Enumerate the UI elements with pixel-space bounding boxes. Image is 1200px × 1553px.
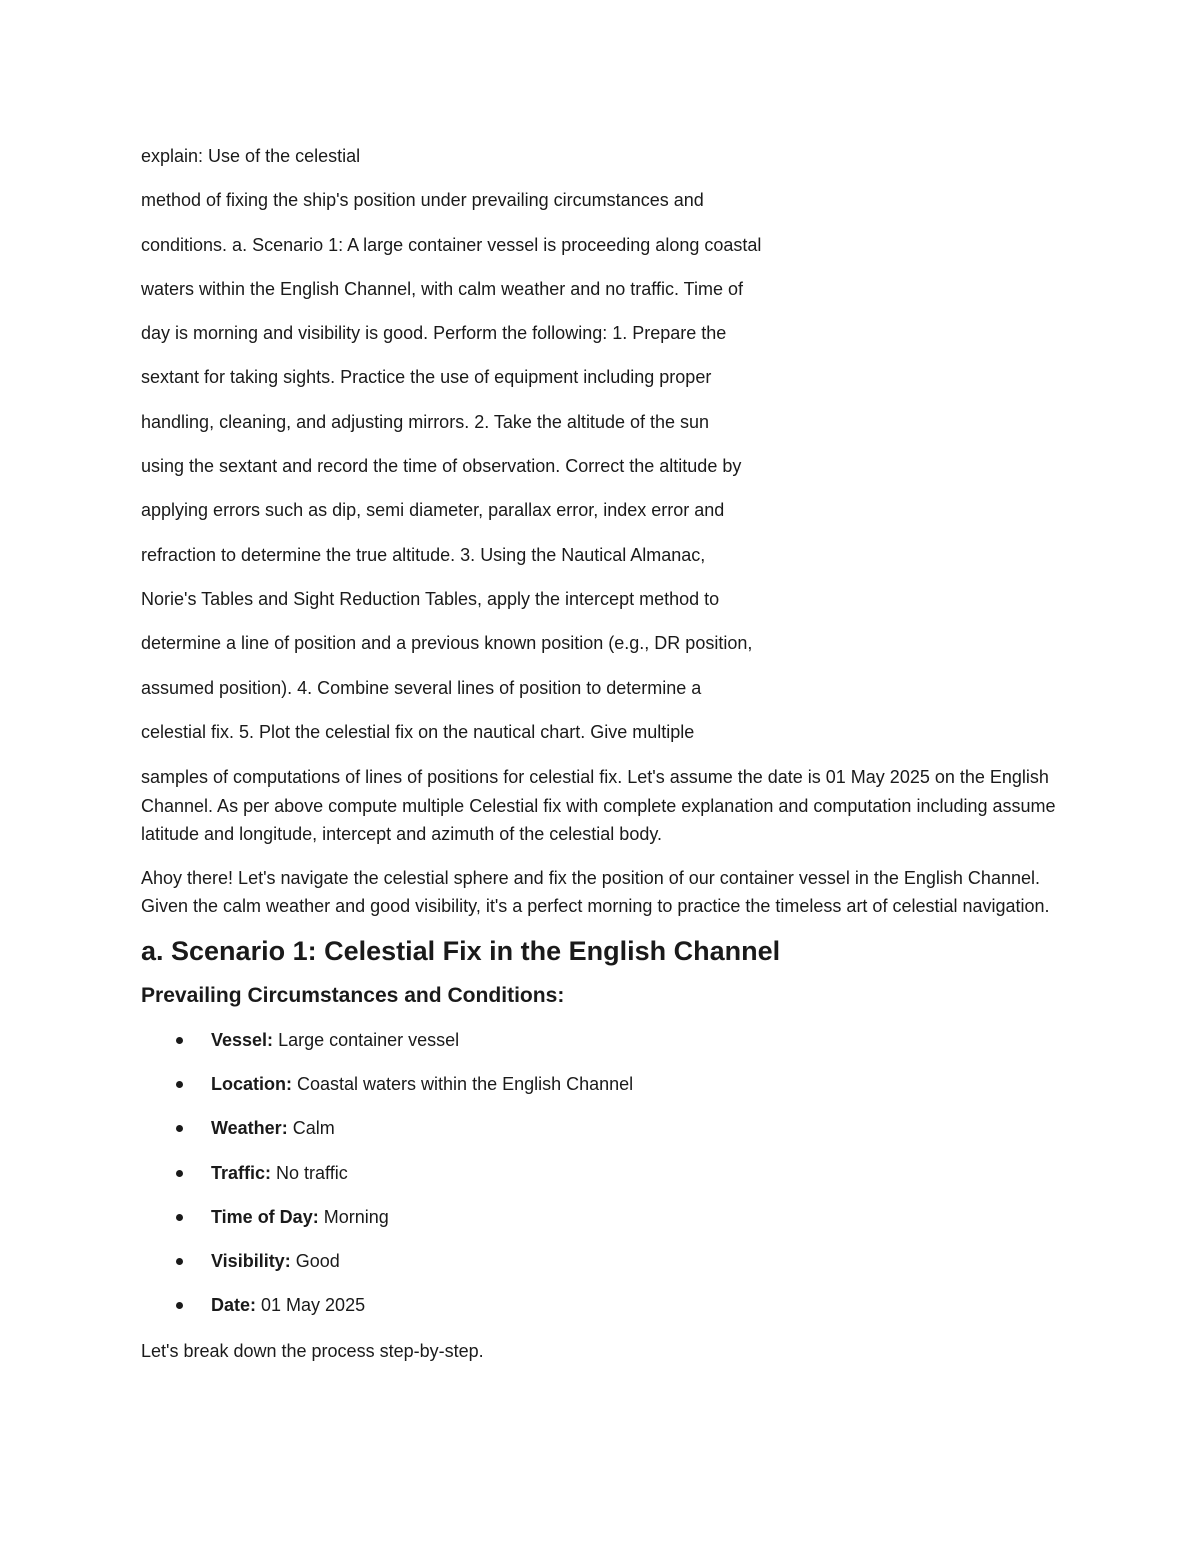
bullet-icon	[176, 1037, 183, 1044]
condition-label: Weather:	[211, 1118, 288, 1139]
intro-line: applying errors such as dip, semi diameter, parallax error, index error and	[141, 500, 725, 521]
intro-line: conditions. a. Scenario 1: A large container vessel is proceeding along coastal	[141, 234, 762, 255]
conditions-heading: Prevailing Circumstances and Conditions:	[141, 983, 565, 1007]
intro-line: waters within the English Channel, with calm weather and no traffic. Time of	[141, 278, 743, 299]
bullet-icon	[176, 1214, 183, 1221]
scenario-heading: a. Scenario 1: Celestial Fix in the English Channel	[141, 935, 781, 966]
condition-value: No traffic	[271, 1162, 348, 1183]
condition-value: 01 May 2025	[256, 1295, 366, 1316]
bullet-icon	[176, 1302, 183, 1309]
list-item	[141, 1114, 1071, 1158]
conditions-list	[141, 1026, 1071, 1336]
condition-label: Vessel:	[211, 1029, 274, 1050]
list-item	[141, 1159, 1071, 1203]
condition-value: Calm	[287, 1118, 335, 1139]
condition-value: Morning	[318, 1206, 389, 1227]
intro-line: celestial fix. 5. Plot the celestial fix on the nautical chart. Give multiple	[141, 721, 695, 742]
intro-line: handling, cleaning, and adjusting mirrors. 2. Take the altitude of the sun	[141, 411, 710, 432]
list-item	[141, 1203, 1071, 1247]
condition-value: Large container vessel	[273, 1029, 460, 1050]
intro-line: using the sextant and record the time of observation. Correct the altitude by	[141, 456, 742, 477]
condition-label: Visibility:	[211, 1251, 291, 1272]
intro-line: Norie's Tables and Sight Reduction Tables, apply the intercept method to	[141, 588, 720, 609]
list-item	[141, 1026, 1071, 1070]
intro-line: day is morning and visibility is good. Perform the following: 1. Prepare the	[141, 323, 727, 344]
closing-line: Let's break down the process step-by-step.	[141, 1340, 484, 1361]
condition-label: Date:	[211, 1295, 257, 1316]
intro-line: refraction to determine the true altitude. 3. Using the Nautical Almanac,	[141, 544, 706, 565]
bullet-icon	[176, 1258, 183, 1265]
bullet-icon	[176, 1125, 183, 1132]
condition-label: Location:	[211, 1073, 292, 1094]
condition-value: Coastal waters within the English Channel	[292, 1073, 634, 1094]
computation-request-paragraph: samples of computations of lines of positions for celestial fix. Let's assume the date is 01 May 2025 on the English Channel. As per above compute multiple Celestial fix with complete explanation and computation including assume latitude and longitude, intercept and azimuth of the celestial body.	[141, 767, 1056, 845]
bullet-icon	[176, 1170, 183, 1177]
intro-line: sextant for taking sights. Practice the use of equipment including proper	[141, 367, 712, 388]
condition-label: Time of Day:	[211, 1206, 319, 1227]
greeting-paragraph: Ahoy there! Let's navigate the celestial sphere and fix the position of our container vessel in the English Channel. Given the calm weather and good visibility, it's a perfect morning to practice the timeless art of celestial navigation.	[141, 867, 1050, 917]
intro-line: assumed position). 4. Combine several lines of position to determine a	[141, 677, 702, 698]
intro-line: determine a line of position and a previous known position (e.g., DR position,	[141, 633, 753, 654]
condition-value: Good	[290, 1251, 340, 1272]
intro-line: explain: Use of the celestial	[141, 146, 361, 166]
document-content	[141, 142, 1071, 1365]
list-item	[141, 1247, 1071, 1291]
intro-line: method of fixing the ship's position under prevailing circumstances and	[141, 190, 704, 211]
list-item	[141, 1291, 1071, 1335]
condition-label: Traffic:	[211, 1162, 272, 1183]
list-item	[141, 1070, 1071, 1114]
bullet-icon	[176, 1081, 183, 1088]
